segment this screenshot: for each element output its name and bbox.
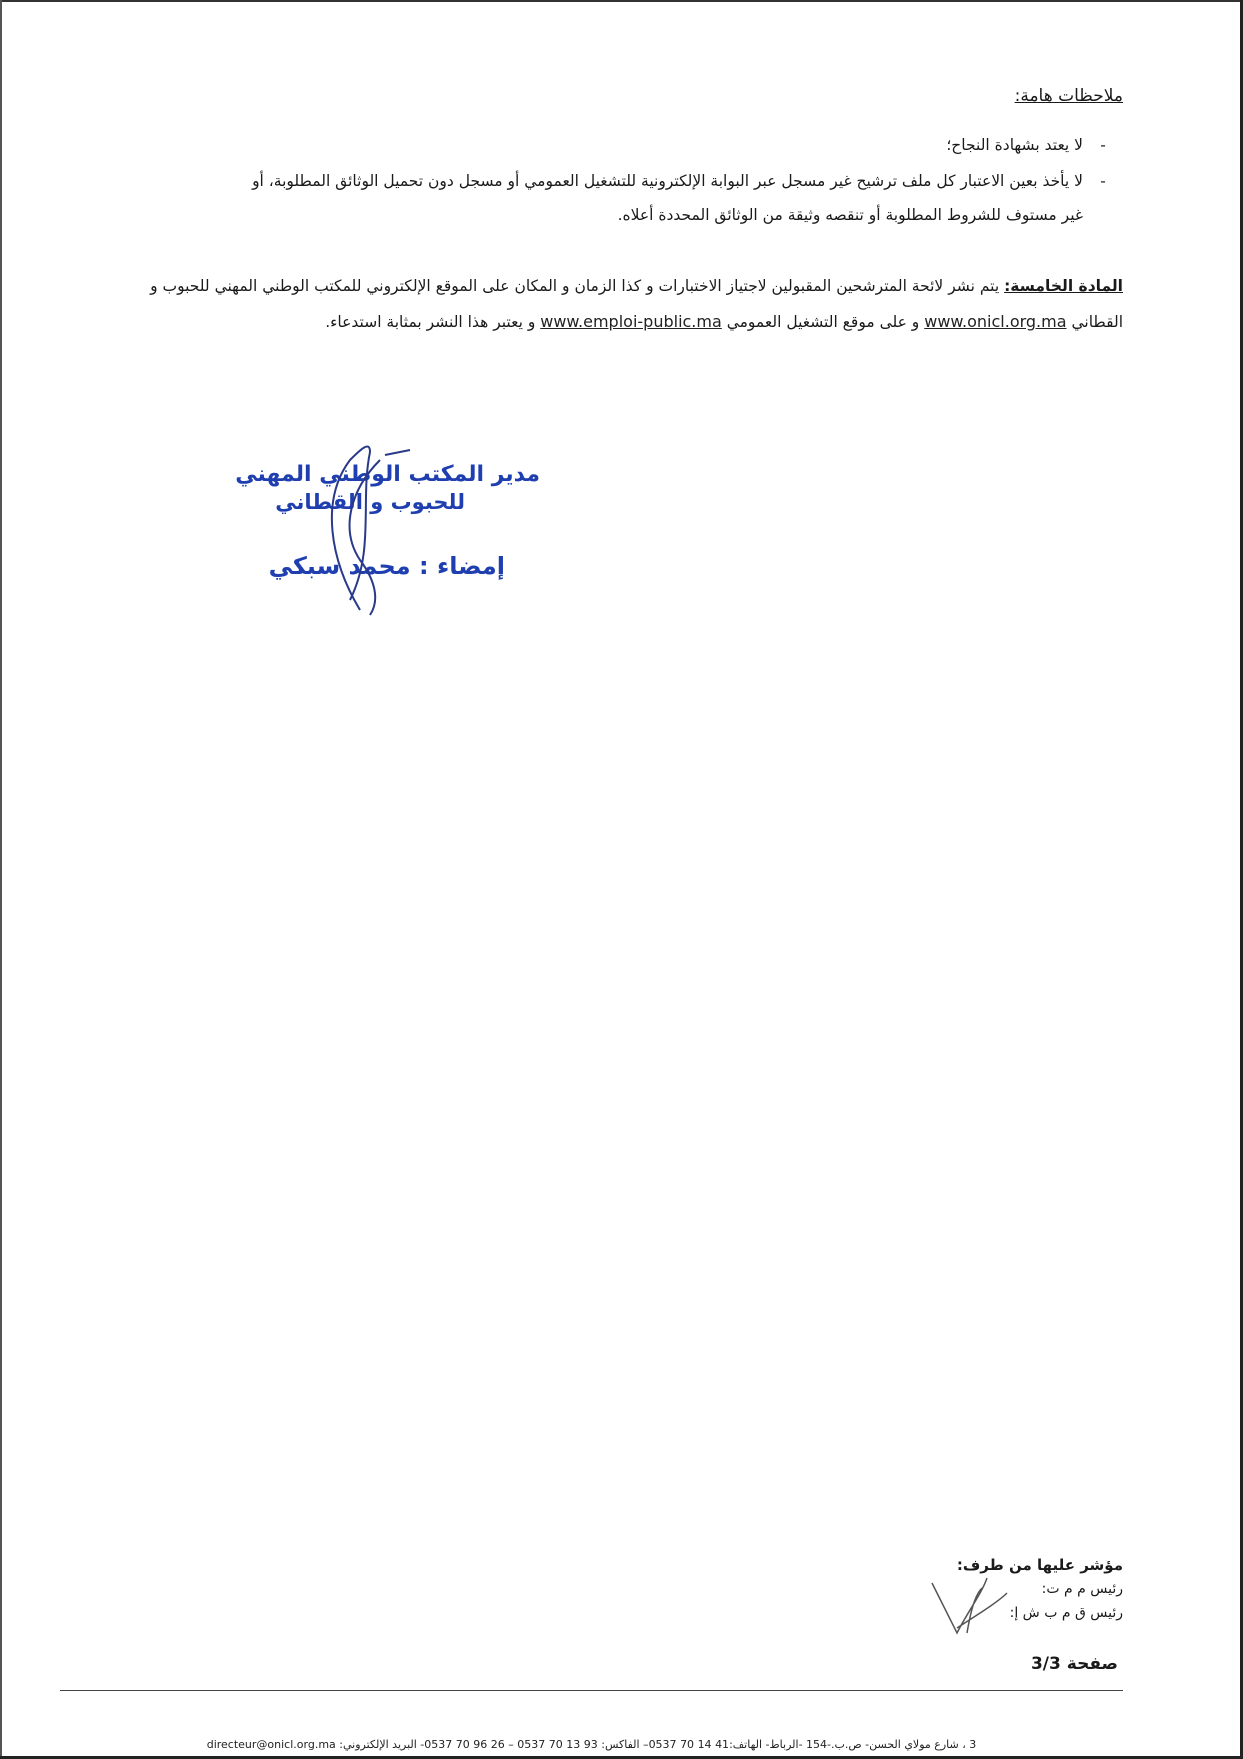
handwritten-signature-icon: [210, 440, 540, 620]
note-text: لا يعتد بشهادة النجاح؛: [946, 136, 1083, 154]
note-continuation: غير مستوف للشروط المطلوبة أو تنقصه وثيقة من الوثائق المحددة أعلاه.: [617, 206, 1083, 224]
footer-divider: [60, 1690, 1123, 1691]
scan-border-left: [0, 0, 2, 1759]
article-line2-end: و يعتبر هذا النشر بمثابة استدعاء.: [325, 313, 541, 331]
onicl-link[interactable]: www.onicl.org.ma: [924, 312, 1067, 331]
stamp-line-title: مدير المكتب الوطني المهني: [235, 462, 540, 487]
footer-address: 3 ، شارع مولاي الحسن- ص.ب.-154 -الرباط- الهاتف:41 14 70 0537– الفاكس: 93 13 70 0537 – 26 96 70 0537- البريد الإلكتروني: directeur@onicl.org.ma: [206, 1738, 977, 1751]
stamp-line-office: للحبوب و القطاني: [275, 490, 465, 514]
initials-line-1: رئيس م م ت:: [1041, 1581, 1123, 1597]
list-dash: -: [1100, 136, 1106, 154]
emploi-public-link[interactable]: www.emploi-public.ma: [540, 312, 722, 331]
list-dash: -: [1100, 172, 1106, 190]
note-text: لا يأخذ بعين الاعتبار كل ملف ترشيح غير مسجل عبر البوابة الإلكترونية للتشغيل العمومي أو مسجل دون تحميل الوثائق المطلوبة، أو: [252, 172, 1083, 190]
article-label: المادة الخامسة:: [1004, 277, 1123, 295]
scan-border-top: [0, 0, 1243, 2]
stamp-line-signature: إمضاء : محمد سبكي: [268, 552, 505, 580]
director-stamp: [210, 440, 540, 620]
note-item: [60, 164, 1123, 232]
initials-block: [957, 1553, 1123, 1625]
initials-heading: مؤشر عليها من طرف:: [956, 1556, 1123, 1574]
article-five: [60, 268, 1123, 340]
initials-line-2: رئيس ق م ب ش إ:: [1009, 1605, 1123, 1621]
page-number: صفحة 3/3: [1030, 1654, 1118, 1674]
initials-scribble-icon: [927, 1573, 1017, 1643]
note-item: [60, 128, 1123, 162]
article-line1: يتم نشر لائحة المترشحين المقبولين لاجتياز الاختبارات و كذا الزمان و المكان على الموقع الإلكتروني للمكتب الوطني المهني للحبوب و: [150, 277, 1005, 295]
article-line2-start: القطاني: [1066, 313, 1123, 331]
article-line2-mid: و على موقع التشغيل العمومي: [721, 313, 925, 331]
notes-title: ملاحظات هامة:: [1014, 86, 1123, 106]
